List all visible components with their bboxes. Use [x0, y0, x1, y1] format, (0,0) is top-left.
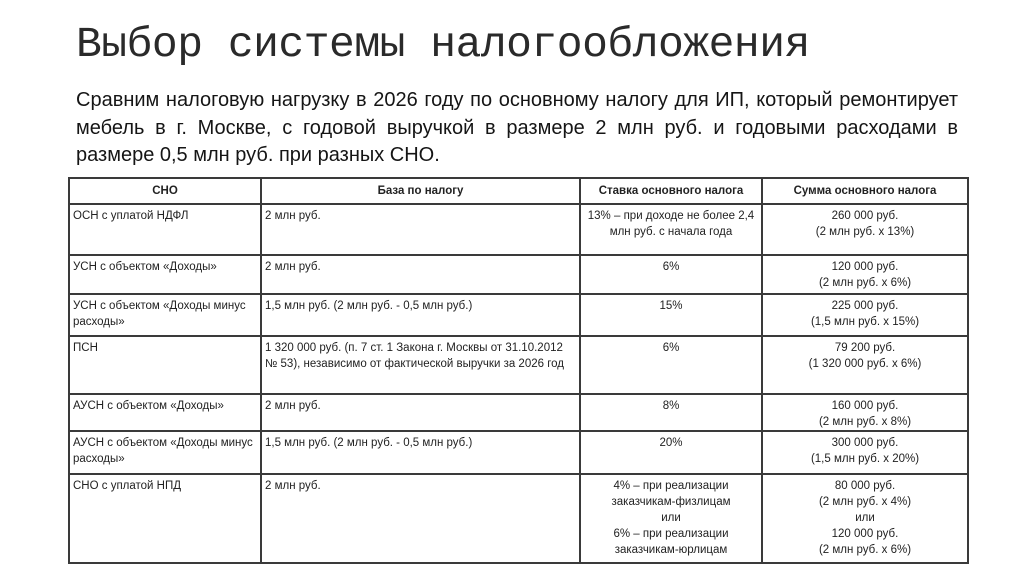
- cell-base: 1 320 000 руб. (п. 7 ст. 1 Закона г. Москвы от 31.10.2012 № 53), независимо от фактической выручки за 2026 год: [261, 336, 580, 394]
- cell-amount: 79 200 руб. (1 320 000 руб. х 6%): [762, 336, 968, 394]
- cell-amount: 160 000 руб. (2 млн руб. х 8%): [762, 394, 968, 431]
- table-row: [69, 474, 968, 563]
- cell-rate: 13% – при доходе не более 2,4 млн руб. с начала года: [580, 204, 762, 255]
- cell-rate: 20%: [580, 431, 762, 474]
- table-row: [69, 255, 968, 294]
- intro-paragraph: Сравним налоговую нагрузку в 2026 году по основному налогу для ИП, который ремонтирует мебель в г. Москве, с годовой выручкой в размере 2 млн руб. и годовыми расходами в размере 0,5 млн руб. при разных СНО.: [76, 89, 958, 166]
- cell-rate: 6%: [580, 255, 762, 294]
- cell-regime: УСН с объектом «Доходы минус расходы»: [69, 294, 261, 336]
- cell-rate: 6%: [580, 336, 762, 394]
- cell-amount: 225 000 руб. (1,5 млн руб. х 15%): [762, 294, 968, 336]
- page-title: Выбор системы налогообложения: [76, 20, 810, 69]
- table-row: [69, 204, 968, 255]
- cell-base: 1,5 млн руб. (2 млн руб. - 0,5 млн руб.): [261, 294, 580, 336]
- cell-amount: 120 000 руб. (2 млн руб. х 6%): [762, 255, 968, 294]
- cell-base: 1,5 млн руб. (2 млн руб. - 0,5 млн руб.): [261, 431, 580, 474]
- cell-amount: 260 000 руб. (2 млн руб. х 13%): [762, 204, 968, 255]
- table-row: [69, 294, 968, 336]
- cell-regime: АУСН с объектом «Доходы»: [69, 394, 261, 431]
- header-rate: Ставка основного налога: [580, 178, 762, 204]
- cell-regime: ОСН с уплатой НДФЛ: [69, 204, 261, 255]
- cell-regime: ПСН: [69, 336, 261, 394]
- cell-rate: 4% – при реализации заказчикам-физлицам или 6% – при реализации заказчикам-юрлицам: [580, 474, 762, 563]
- cell-rate: 8%: [580, 394, 762, 431]
- cell-base: 2 млн руб.: [261, 204, 580, 255]
- header-base: База по налогу: [261, 178, 580, 204]
- cell-rate: 15%: [580, 294, 762, 336]
- table-row: [69, 431, 968, 474]
- header-amount: Сумма основного налога: [762, 178, 968, 204]
- cell-amount: 80 000 руб. (2 млн руб. х 4%) или 120 000 руб. (2 млн руб. х 6%): [762, 474, 968, 563]
- table-row: [69, 394, 968, 431]
- cell-regime: УСН с объектом «Доходы»: [69, 255, 261, 294]
- cell-regime: АУСН с объектом «Доходы минус расходы»: [69, 431, 261, 474]
- cell-base: 2 млн руб.: [261, 394, 580, 431]
- cell-amount: 300 000 руб. (1,5 млн руб. х 20%): [762, 431, 968, 474]
- cell-base: 2 млн руб.: [261, 474, 580, 563]
- header-regime: СНО: [69, 178, 261, 204]
- cell-base: 2 млн руб.: [261, 255, 580, 294]
- table-row: [69, 336, 968, 394]
- tax-comparison-table: [68, 177, 969, 564]
- cell-regime: СНО с уплатой НПД: [69, 474, 261, 563]
- table-header-row: [69, 178, 968, 204]
